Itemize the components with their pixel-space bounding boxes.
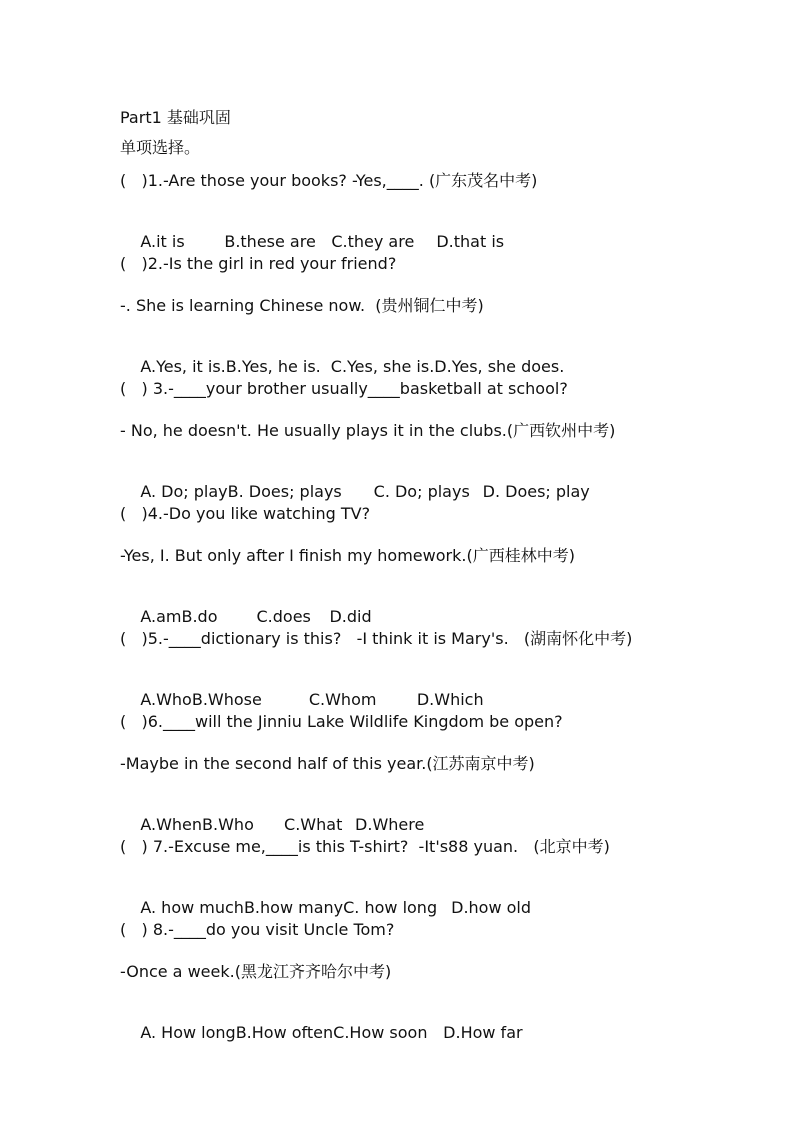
question-3-reply: - No, he doesn't. He usually plays it in the clubs.(广西钦州中考) bbox=[120, 421, 616, 440]
option-b: B.Who bbox=[202, 815, 254, 834]
option-d: D. Does; play bbox=[482, 482, 590, 501]
option-c: C.they are bbox=[331, 232, 415, 251]
option-b: B. Does; plays bbox=[227, 482, 342, 501]
option-c: C.Yes, she is. bbox=[330, 357, 435, 376]
option-b: B.How often bbox=[235, 1023, 334, 1042]
option-c: C.How soon bbox=[333, 1023, 428, 1042]
option-a: A.Yes, it is. bbox=[140, 357, 226, 376]
option-c: C.does bbox=[256, 607, 311, 626]
part-title: Part1 基础巩固 bbox=[120, 108, 231, 127]
option-a: A. how much bbox=[140, 898, 244, 917]
option-c: C. how long bbox=[343, 898, 438, 917]
option-b: B.Whose bbox=[191, 690, 262, 709]
option-d: D.Which bbox=[416, 690, 484, 709]
option-d: D.Where bbox=[355, 815, 425, 834]
section-title: 单项选择。 bbox=[120, 138, 201, 157]
option-a: A. How long bbox=[140, 1023, 236, 1042]
option-a: A.When bbox=[140, 815, 203, 834]
option-d: D.How far bbox=[443, 1023, 523, 1042]
question-1-stem: ( )1.-Are those your books? -Yes,____. (广东茂名中考) bbox=[120, 171, 538, 190]
option-a: A.it is bbox=[140, 232, 185, 251]
option-c: C.What bbox=[284, 815, 343, 834]
option-b: B.these are bbox=[224, 232, 316, 251]
question-8-reply: -Once a week.(黑龙江齐齐哈尔中考) bbox=[120, 962, 392, 981]
option-c: C. Do; plays bbox=[373, 482, 470, 501]
question-4-reply: -Yes, I. But only after I finish my homework.(广西桂林中考) bbox=[120, 546, 575, 565]
question-3-stem: ( ) 3.-____your brother usually____basketball at school? bbox=[120, 379, 568, 398]
option-a: A.am bbox=[140, 607, 182, 626]
question-2-stem: ( )2.-Is the girl in red your friend? bbox=[120, 254, 397, 273]
question-5-stem: ( )5.-____dictionary is this? -I think it is Mary's. (湖南怀化中考) bbox=[120, 629, 633, 648]
option-d: D.did bbox=[329, 607, 372, 626]
option-d: D.that is bbox=[436, 232, 505, 251]
option-d: D.how old bbox=[451, 898, 532, 917]
question-2-reply: -. She is learning Chinese now. (贵州铜仁中考) bbox=[120, 296, 484, 315]
option-b: B.how many bbox=[243, 898, 344, 917]
option-c: C.Whom bbox=[308, 690, 377, 709]
question-8-options bbox=[120, 1003, 523, 1063]
question-6-stem: ( )6.____will the Jinniu Lake Wildlife Kingdom be open? bbox=[120, 712, 563, 731]
option-a: A. Do; play bbox=[140, 482, 228, 501]
option-b: B.Yes, he is. bbox=[225, 357, 321, 376]
question-4-stem: ( )4.-Do you like watching TV? bbox=[120, 504, 371, 523]
option-b: B.do bbox=[181, 607, 218, 626]
option-d: D.Yes, she does. bbox=[434, 357, 565, 376]
question-6-reply: -Maybe in the second half of this year.(江苏南京中考) bbox=[120, 754, 535, 773]
question-8-stem: ( ) 8.-____do you visit Uncle Tom? bbox=[120, 920, 395, 939]
question-7-stem: ( ) 7.-Excuse me,____is this T-shirt? -It's88 yuan. (北京中考) bbox=[120, 837, 610, 856]
option-a: A.Who bbox=[140, 690, 192, 709]
